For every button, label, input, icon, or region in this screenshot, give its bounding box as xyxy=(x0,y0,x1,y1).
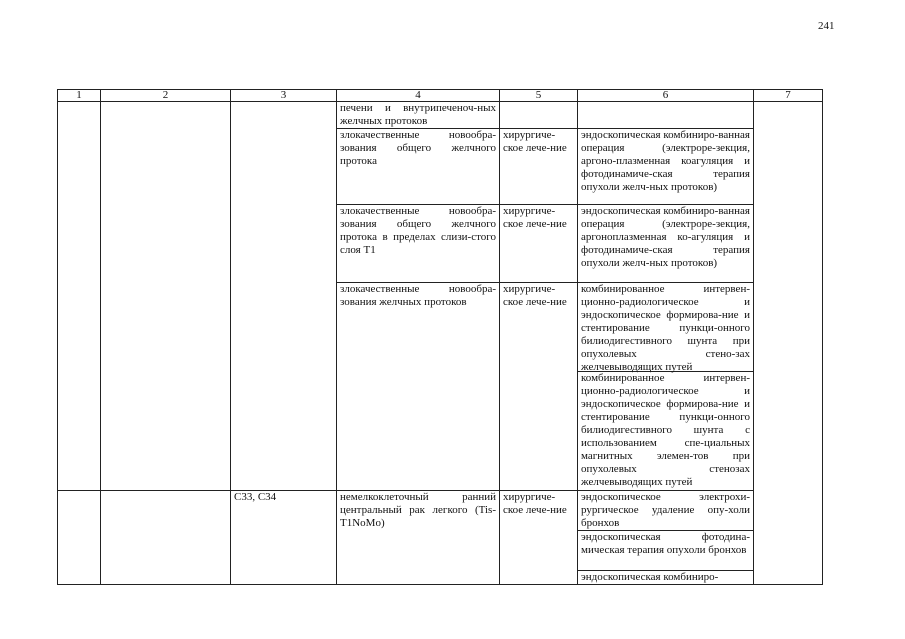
column-number: 5 xyxy=(500,90,578,102)
diagnosis-cell: немелкоклеточный ранний центральный рак легкого (Tis-T1NoMo) xyxy=(337,491,500,585)
cell-empty xyxy=(231,102,337,491)
column-number: 7 xyxy=(754,90,823,102)
column-number: 2 xyxy=(101,90,231,102)
treatment-cell: хирургиче-ское лече-ние xyxy=(500,129,578,205)
cell-empty xyxy=(101,491,231,585)
table-row xyxy=(58,102,823,129)
diagnosis-cell: печени и внутрипеченоч-ных желчных протоков xyxy=(337,102,500,129)
method-item: комбинированное интервен-ционно-радиологическое и эндоскопическое формирова-ние и стентирование пункци-онного билиодигестивного шунта при опухолевых стено-зах желчевыводящих путей xyxy=(581,283,750,373)
method-cell-group xyxy=(578,491,754,585)
column-number: 3 xyxy=(231,90,337,102)
treatment-cell: хирургиче-ское лече-ние xyxy=(500,491,578,585)
column-number: 4 xyxy=(337,90,500,102)
page-number: 241 xyxy=(818,20,835,32)
cell-empty xyxy=(58,491,101,585)
table-row xyxy=(58,491,823,585)
treatment-cell xyxy=(500,102,578,129)
diagnosis-cell: злокачественные новообра-зования общего желчного протока в пределах слизи-стого слоя T1 xyxy=(337,205,500,283)
method-item: эндоскопическая комбиниро- xyxy=(578,570,753,584)
method-cell xyxy=(578,102,754,129)
cell-empty xyxy=(58,102,101,491)
column-number-row xyxy=(58,90,823,102)
method-cell-group xyxy=(578,283,754,491)
column-number: 1 xyxy=(58,90,101,102)
diagnosis-cell: злокачественные новообра-зования желчных протоков xyxy=(337,283,500,491)
icd-codes-cell: С33, С34 xyxy=(231,491,337,585)
method-item: комбинированное интервен-ционно-радиологическое и эндоскопическое формирова-ние и стентирование пункци-онного билиодигестивного шунта с использованием спе-циальных магнитных элемен-тов при опухолевых стенозах желчевыводящих путей xyxy=(578,371,753,489)
medical-care-table xyxy=(57,89,823,585)
diagnosis-cell: злокачественные новообра-зования общего желчного протока xyxy=(337,129,500,205)
method-cell: эндоскопическая комбиниро-ванная операция (электроре-зекция, аргоно-плазменная коагуляция и фотодинамиче-ская терапия опухоли желч-ных протоков) xyxy=(578,129,754,205)
column-number: 6 xyxy=(578,90,754,102)
cell-empty xyxy=(101,102,231,491)
treatment-cell: хирургиче-ское лече-ние xyxy=(500,205,578,283)
method-item: эндоскопическое электрохи-рургическое удаление опу-холи бронхов xyxy=(581,491,750,529)
cell-empty xyxy=(754,102,823,585)
method-cell: эндоскопическая комбиниро-ванная операция (электроре-зекция, аргоноплазменная ко-агуляция и фотодинамиче-ская терапия опухоли желч-ных протоков) xyxy=(578,205,754,283)
method-item: эндоскопическая фотодина-мическая терапия опухоли бронхов xyxy=(578,530,753,570)
treatment-cell: хирургиче-ское лече-ние xyxy=(500,283,578,491)
